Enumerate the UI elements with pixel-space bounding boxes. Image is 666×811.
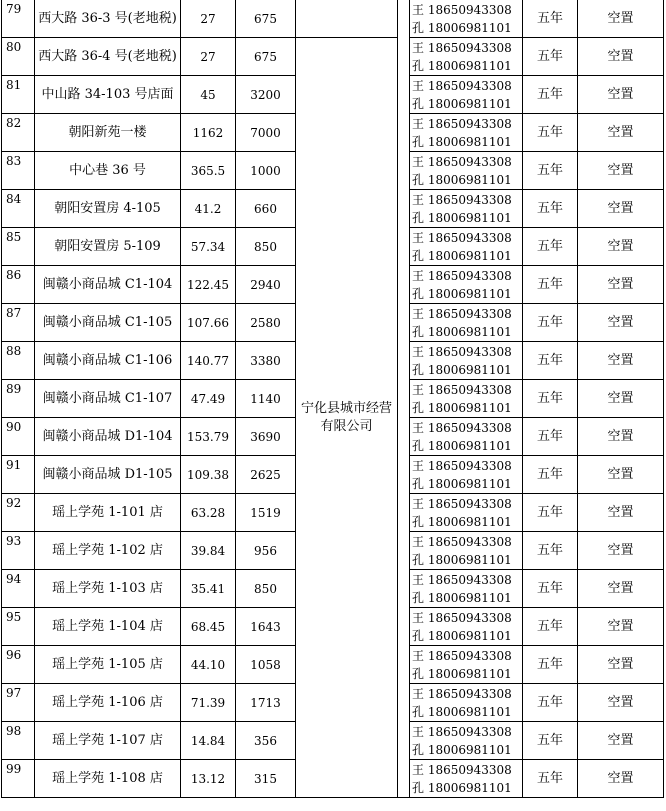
lease-term-cell: 五年 (523, 76, 578, 114)
contact-cell (410, 456, 523, 494)
contact-cell (410, 418, 523, 456)
row-number-cell: 83 (2, 152, 35, 190)
property-name-cell: 瑶上学苑 1-103 店 (35, 570, 181, 608)
status-cell: 空置 (578, 228, 664, 266)
contact-cell (410, 114, 523, 152)
rent-cell: 956 (236, 532, 296, 570)
status-cell: 空置 (578, 342, 664, 380)
lease-term-cell: 五年 (523, 152, 578, 190)
lease-term-cell: 五年 (523, 38, 578, 76)
rent-cell: 3380 (236, 342, 296, 380)
row-number-cell: 90 (2, 418, 35, 456)
contact-cell (410, 228, 523, 266)
contact-line-kong: 孔 18006981101 (412, 210, 512, 225)
contact-cell (410, 152, 523, 190)
area-cell: 140.77 (181, 342, 236, 380)
row-number-cell: 81 (2, 76, 35, 114)
property-name-cell: 闽赣小商品城 C1-107 (35, 380, 181, 418)
contact-line-kong: 孔 18006981101 (412, 780, 512, 795)
rent-cell: 1000 (236, 152, 296, 190)
contact-line-kong: 孔 18006981101 (412, 514, 512, 529)
property-name-cell: 西大路 36-4 号(老地税) (35, 38, 181, 76)
contact-cell (410, 570, 523, 608)
row-number-cell: 98 (2, 722, 35, 760)
row-number-cell: 96 (2, 646, 35, 684)
property-name-cell: 中心巷 36 号 (35, 152, 181, 190)
property-name-cell: 瑶上学苑 1-108 店 (35, 760, 181, 798)
contact-line-kong: 孔 18006981101 (412, 248, 512, 263)
property-name-cell: 闽赣小商品城 C1-105 (35, 304, 181, 342)
status-cell: 空置 (578, 304, 664, 342)
lease-term-cell: 五年 (523, 304, 578, 342)
lease-term-cell: 五年 (523, 646, 578, 684)
contact-line-kong: 孔 18006981101 (412, 172, 512, 187)
contact-cell (410, 760, 523, 798)
area-cell: 153.79 (181, 418, 236, 456)
lease-term-cell: 五年 (523, 0, 578, 38)
organization-cell-empty (296, 0, 398, 38)
contact-line-wang: 王 18650943308 (412, 2, 512, 17)
property-name-cell: 朝阳安置房 5-109 (35, 228, 181, 266)
contact-line-kong: 孔 18006981101 (412, 628, 512, 643)
property-name-cell: 西大路 36-3 号(老地税) (35, 0, 181, 38)
row-number-cell: 87 (2, 304, 35, 342)
contact-cell (410, 38, 523, 76)
contact-line-kong: 孔 18006981101 (412, 742, 512, 757)
property-name-cell: 瑶上学苑 1-107 店 (35, 722, 181, 760)
area-cell: 122.45 (181, 266, 236, 304)
row-number-cell: 86 (2, 266, 35, 304)
area-cell: 365.5 (181, 152, 236, 190)
row-number-cell: 88 (2, 342, 35, 380)
property-name-cell: 中山路 34-103 号店面 (35, 76, 181, 114)
lease-term-cell: 五年 (523, 760, 578, 798)
contact-line-wang: 王 18650943308 (412, 344, 512, 359)
rent-cell: 850 (236, 570, 296, 608)
lease-term-cell: 五年 (523, 266, 578, 304)
contact-line-wang: 王 18650943308 (412, 192, 512, 207)
area-cell: 27 (181, 38, 236, 76)
contact-line-kong: 孔 18006981101 (412, 324, 512, 339)
rent-cell: 1058 (236, 646, 296, 684)
area-cell: 27 (181, 0, 236, 38)
contact-line-wang: 王 18650943308 (412, 420, 512, 435)
area-cell: 107.66 (181, 304, 236, 342)
area-cell: 1162 (181, 114, 236, 152)
area-cell: 13.12 (181, 760, 236, 798)
contact-line-wang: 王 18650943308 (412, 40, 512, 55)
row-number-cell: 84 (2, 190, 35, 228)
contact-line-wang: 王 18650943308 (412, 230, 512, 245)
status-cell: 空置 (578, 760, 664, 798)
row-number-cell: 92 (2, 494, 35, 532)
row-number-cell: 94 (2, 570, 35, 608)
area-cell: 109.38 (181, 456, 236, 494)
property-name-cell: 朝阳新苑一楼 (35, 114, 181, 152)
row-number-cell: 97 (2, 684, 35, 722)
status-cell: 空置 (578, 684, 664, 722)
contact-cell (410, 76, 523, 114)
area-cell: 57.34 (181, 228, 236, 266)
contact-line-kong: 孔 18006981101 (412, 590, 512, 605)
contact-line-wang: 王 18650943308 (412, 154, 512, 169)
status-cell: 空置 (578, 608, 664, 646)
contact-cell (410, 190, 523, 228)
table-row (2, 0, 664, 38)
rent-cell: 675 (236, 0, 296, 38)
contact-cell (410, 646, 523, 684)
row-number-cell: 93 (2, 532, 35, 570)
property-table (1, 0, 664, 798)
rent-cell: 1713 (236, 684, 296, 722)
status-cell: 空置 (578, 152, 664, 190)
contact-line-wang: 王 18650943308 (412, 610, 512, 625)
contact-cell (410, 684, 523, 722)
area-cell: 45 (181, 76, 236, 114)
property-name-cell: 朝阳安置房 4-105 (35, 190, 181, 228)
status-cell: 空置 (578, 38, 664, 76)
rent-cell: 1519 (236, 494, 296, 532)
contact-line-wang: 王 18650943308 (412, 496, 512, 511)
status-cell: 空置 (578, 114, 664, 152)
contact-line-wang: 王 18650943308 (412, 306, 512, 321)
property-name-cell: 瑶上学苑 1-104 店 (35, 608, 181, 646)
lease-term-cell: 五年 (523, 608, 578, 646)
property-name-cell: 瑶上学苑 1-106 店 (35, 684, 181, 722)
row-number-cell: 85 (2, 228, 35, 266)
lease-term-cell: 五年 (523, 570, 578, 608)
lease-term-cell: 五年 (523, 380, 578, 418)
contact-line-wang: 王 18650943308 (412, 382, 512, 397)
row-number-cell: 91 (2, 456, 35, 494)
status-cell: 空置 (578, 532, 664, 570)
contact-line-wang: 王 18650943308 (412, 572, 512, 587)
contact-cell (410, 608, 523, 646)
contact-cell (410, 722, 523, 760)
contact-line-wang: 王 18650943308 (412, 686, 512, 701)
contact-line-wang: 王 18650943308 (412, 268, 512, 283)
status-cell: 空置 (578, 494, 664, 532)
rent-cell: 660 (236, 190, 296, 228)
area-cell: 35.41 (181, 570, 236, 608)
contact-line-kong: 孔 18006981101 (412, 96, 512, 111)
area-cell: 39.84 (181, 532, 236, 570)
table-row (2, 38, 664, 76)
contact-line-wang: 王 18650943308 (412, 78, 512, 93)
organization-cell: 宁化县城市经营有限公司 (296, 38, 398, 798)
contact-line-kong: 孔 18006981101 (412, 134, 512, 149)
lease-term-cell: 五年 (523, 722, 578, 760)
status-cell: 空置 (578, 190, 664, 228)
row-number-cell: 80 (2, 38, 35, 76)
status-cell: 空置 (578, 0, 664, 38)
area-cell: 41.2 (181, 190, 236, 228)
contact-cell (410, 304, 523, 342)
rent-cell: 2625 (236, 456, 296, 494)
contact-line-kong: 孔 18006981101 (412, 476, 512, 491)
status-cell: 空置 (578, 76, 664, 114)
row-number-cell: 82 (2, 114, 35, 152)
status-cell: 空置 (578, 722, 664, 760)
status-cell: 空置 (578, 646, 664, 684)
rent-cell: 2580 (236, 304, 296, 342)
lease-term-cell: 五年 (523, 494, 578, 532)
lease-term-cell: 五年 (523, 456, 578, 494)
contact-cell (410, 380, 523, 418)
status-cell: 空置 (578, 380, 664, 418)
area-cell: 68.45 (181, 608, 236, 646)
property-name-cell: 瑶上学苑 1-105 店 (35, 646, 181, 684)
rent-cell: 3200 (236, 76, 296, 114)
lease-term-cell: 五年 (523, 190, 578, 228)
contact-line-kong: 孔 18006981101 (412, 666, 512, 681)
status-cell: 空置 (578, 570, 664, 608)
rent-cell: 356 (236, 722, 296, 760)
rent-cell: 675 (236, 38, 296, 76)
row-number-cell: 79 (2, 0, 35, 38)
contact-cell (410, 266, 523, 304)
contact-line-wang: 王 18650943308 (412, 458, 512, 473)
rent-cell: 850 (236, 228, 296, 266)
contact-cell (410, 494, 523, 532)
contact-line-kong: 孔 18006981101 (412, 20, 512, 35)
contact-line-wang: 王 18650943308 (412, 648, 512, 663)
contact-line-wang: 王 18650943308 (412, 762, 512, 777)
status-cell: 空置 (578, 266, 664, 304)
blank-column (398, 0, 410, 798)
contact-line-wang: 王 18650943308 (412, 116, 512, 131)
lease-term-cell: 五年 (523, 228, 578, 266)
contact-line-kong: 孔 18006981101 (412, 362, 512, 377)
area-cell: 14.84 (181, 722, 236, 760)
contact-line-wang: 王 18650943308 (412, 534, 512, 549)
rent-cell: 315 (236, 760, 296, 798)
lease-term-cell: 五年 (523, 532, 578, 570)
row-number-cell: 95 (2, 608, 35, 646)
area-cell: 44.10 (181, 646, 236, 684)
rent-cell: 2940 (236, 266, 296, 304)
rent-cell: 1643 (236, 608, 296, 646)
lease-term-cell: 五年 (523, 418, 578, 456)
lease-term-cell: 五年 (523, 342, 578, 380)
contact-line-kong: 孔 18006981101 (412, 438, 512, 453)
contact-line-kong: 孔 18006981101 (412, 704, 512, 719)
contact-line-kong: 孔 18006981101 (412, 400, 512, 415)
area-cell: 71.39 (181, 684, 236, 722)
contact-line-kong: 孔 18006981101 (412, 286, 512, 301)
rent-cell: 7000 (236, 114, 296, 152)
contact-cell (410, 342, 523, 380)
row-number-cell: 89 (2, 380, 35, 418)
contact-cell (410, 532, 523, 570)
property-name-cell: 瑶上学苑 1-102 店 (35, 532, 181, 570)
lease-term-cell: 五年 (523, 114, 578, 152)
property-name-cell: 闽赣小商品城 D1-105 (35, 456, 181, 494)
rent-cell: 3690 (236, 418, 296, 456)
property-name-cell: 闽赣小商品城 C1-106 (35, 342, 181, 380)
rent-cell: 1140 (236, 380, 296, 418)
property-name-cell: 闽赣小商品城 C1-104 (35, 266, 181, 304)
contact-cell (410, 0, 523, 38)
contact-line-wang: 王 18650943308 (412, 724, 512, 739)
property-name-cell: 闽赣小商品城 D1-104 (35, 418, 181, 456)
contact-line-kong: 孔 18006981101 (412, 552, 512, 567)
property-name-cell: 瑶上学苑 1-101 店 (35, 494, 181, 532)
status-cell: 空置 (578, 418, 664, 456)
contact-line-kong: 孔 18006981101 (412, 58, 512, 73)
row-number-cell: 99 (2, 760, 35, 798)
status-cell: 空置 (578, 456, 664, 494)
lease-term-cell: 五年 (523, 684, 578, 722)
area-cell: 47.49 (181, 380, 236, 418)
area-cell: 63.28 (181, 494, 236, 532)
